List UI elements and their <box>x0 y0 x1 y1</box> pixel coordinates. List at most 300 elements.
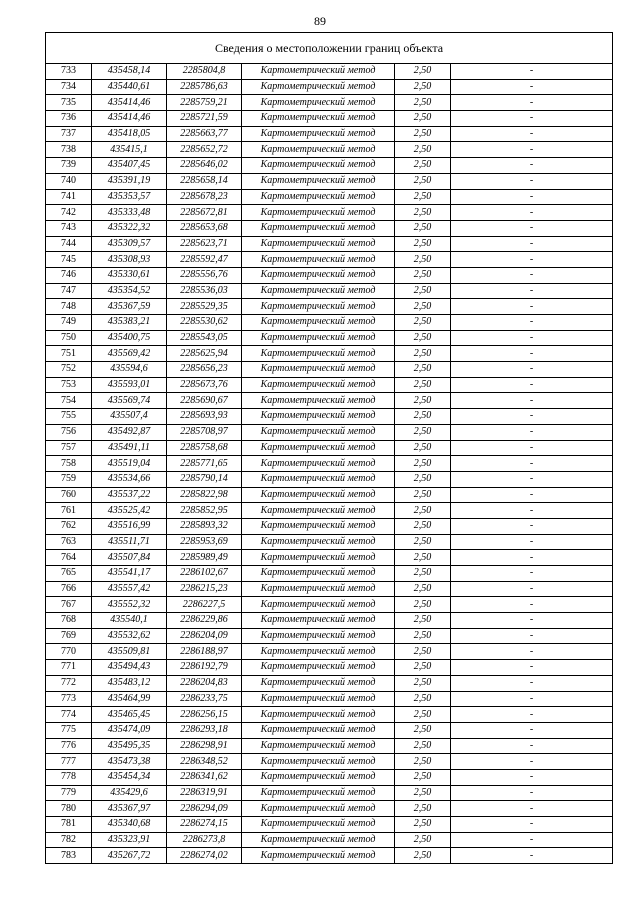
table-row <box>46 173 613 189</box>
cell-description: - <box>451 660 613 676</box>
cell-coord-y: 2285652,72 <box>167 142 242 158</box>
cell-description: - <box>451 848 613 864</box>
cell-method: Картометрический метод <box>242 315 395 331</box>
table-row <box>46 189 613 205</box>
cell-point-number: 752 <box>46 362 92 378</box>
table-row <box>46 769 613 785</box>
cell-method: Картометрический метод <box>242 817 395 833</box>
cell-point-number: 775 <box>46 722 92 738</box>
table-row <box>46 95 613 111</box>
cell-coord-x: 435322,32 <box>92 220 167 236</box>
cell-point-number: 769 <box>46 628 92 644</box>
cell-method: Картометрический метод <box>242 566 395 582</box>
cell-method: Картометрический метод <box>242 754 395 770</box>
cell-coord-y: 2285673,76 <box>167 377 242 393</box>
cell-description: - <box>451 581 613 597</box>
cell-method: Картометрический метод <box>242 832 395 848</box>
cell-coord-x: 435483,12 <box>92 675 167 691</box>
cell-coord-x: 435516,99 <box>92 518 167 534</box>
table-row <box>46 487 613 503</box>
table-row <box>46 518 613 534</box>
cell-accuracy: 2,50 <box>395 691 451 707</box>
table-row <box>46 393 613 409</box>
table-row <box>46 236 613 252</box>
cell-coord-x: 435440,61 <box>92 79 167 95</box>
cell-point-number: 767 <box>46 597 92 613</box>
cell-coord-y: 2285852,95 <box>167 503 242 519</box>
table-row <box>46 691 613 707</box>
cell-coord-y: 2285690,67 <box>167 393 242 409</box>
cell-accuracy: 2,50 <box>395 111 451 127</box>
cell-point-number: 782 <box>46 832 92 848</box>
cell-coord-x: 435333,48 <box>92 205 167 221</box>
cell-coord-y: 2285592,47 <box>167 252 242 268</box>
cell-description: - <box>451 424 613 440</box>
cell-method: Картометрический метод <box>242 644 395 660</box>
cell-coord-y: 2285653,68 <box>167 220 242 236</box>
cell-point-number: 741 <box>46 189 92 205</box>
cell-accuracy: 2,50 <box>395 518 451 534</box>
page-number: 89 <box>314 14 326 28</box>
table-row <box>46 738 613 754</box>
cell-point-number: 766 <box>46 581 92 597</box>
cell-accuracy: 2,50 <box>395 283 451 299</box>
cell-accuracy: 2,50 <box>395 79 451 95</box>
cell-point-number: 738 <box>46 142 92 158</box>
cell-description: - <box>451 377 613 393</box>
cell-description: - <box>451 393 613 409</box>
cell-accuracy: 2,50 <box>395 644 451 660</box>
cell-coord-y: 2286204,83 <box>167 675 242 691</box>
cell-method: Картометрический метод <box>242 205 395 221</box>
table-row <box>46 126 613 142</box>
cell-coord-y: 2286273,8 <box>167 832 242 848</box>
cell-accuracy: 2,50 <box>395 299 451 315</box>
cell-description: - <box>451 644 613 660</box>
cell-point-number: 742 <box>46 205 92 221</box>
cell-coord-y: 2286102,67 <box>167 566 242 582</box>
table-row <box>46 817 613 833</box>
cell-accuracy: 2,50 <box>395 330 451 346</box>
cell-description: - <box>451 362 613 378</box>
cell-description: - <box>451 64 613 80</box>
table-row <box>46 377 613 393</box>
cell-point-number: 751 <box>46 346 92 362</box>
cell-point-number: 761 <box>46 503 92 519</box>
cell-accuracy: 2,50 <box>395 487 451 503</box>
cell-method: Картометрический метод <box>242 393 395 409</box>
cell-method: Картометрический метод <box>242 346 395 362</box>
cell-description: - <box>451 79 613 95</box>
cell-accuracy: 2,50 <box>395 236 451 252</box>
cell-coord-x: 435414,46 <box>92 95 167 111</box>
cell-coord-x: 435541,17 <box>92 566 167 582</box>
cell-point-number: 747 <box>46 283 92 299</box>
cell-description: - <box>451 754 613 770</box>
cell-description: - <box>451 534 613 550</box>
cell-method: Картометрический метод <box>242 173 395 189</box>
table-row <box>46 707 613 723</box>
cell-point-number: 763 <box>46 534 92 550</box>
cell-method: Картометрический метод <box>242 785 395 801</box>
cell-method: Картометрический метод <box>242 581 395 597</box>
cell-point-number: 755 <box>46 409 92 425</box>
cell-method: Картометрический метод <box>242 660 395 676</box>
cell-accuracy: 2,50 <box>395 189 451 205</box>
cell-coord-y: 2285663,77 <box>167 126 242 142</box>
table-row <box>46 566 613 582</box>
cell-accuracy: 2,50 <box>395 252 451 268</box>
cell-coord-x: 435569,42 <box>92 346 167 362</box>
cell-coord-y: 2286298,91 <box>167 738 242 754</box>
cell-accuracy: 2,50 <box>395 205 451 221</box>
cell-point-number: 735 <box>46 95 92 111</box>
cell-method: Картометрический метод <box>242 440 395 456</box>
table-row <box>46 440 613 456</box>
cell-coord-x: 435593,01 <box>92 377 167 393</box>
cell-description: - <box>451 675 613 691</box>
cell-point-number: 750 <box>46 330 92 346</box>
cell-coord-x: 435594,6 <box>92 362 167 378</box>
cell-point-number: 774 <box>46 707 92 723</box>
cell-accuracy: 2,50 <box>395 456 451 472</box>
cell-coord-y: 2285759,21 <box>167 95 242 111</box>
cell-method: Картометрический метод <box>242 126 395 142</box>
cell-description: - <box>451 817 613 833</box>
cell-point-number: 783 <box>46 848 92 864</box>
cell-coord-x: 435492,87 <box>92 424 167 440</box>
cell-point-number: 737 <box>46 126 92 142</box>
table-row <box>46 362 613 378</box>
cell-method: Картометрический метод <box>242 691 395 707</box>
cell-method: Картометрический метод <box>242 95 395 111</box>
cell-description: - <box>451 220 613 236</box>
cell-point-number: 734 <box>46 79 92 95</box>
cell-method: Картометрический метод <box>242 550 395 566</box>
cell-description: - <box>451 832 613 848</box>
table-row <box>46 503 613 519</box>
cell-accuracy: 2,50 <box>395 738 451 754</box>
cell-method: Картометрический метод <box>242 424 395 440</box>
cell-coord-x: 435491,11 <box>92 440 167 456</box>
cell-accuracy: 2,50 <box>395 769 451 785</box>
cell-description: - <box>451 518 613 534</box>
cell-method: Картометрический метод <box>242 534 395 550</box>
cell-method: Картометрический метод <box>242 707 395 723</box>
table-row <box>46 205 613 221</box>
cell-accuracy: 2,50 <box>395 95 451 111</box>
cell-coord-x: 435494,43 <box>92 660 167 676</box>
cell-method: Картометрический метод <box>242 848 395 864</box>
cell-point-number: 754 <box>46 393 92 409</box>
cell-method: Картометрический метод <box>242 597 395 613</box>
table-row <box>46 581 613 597</box>
cell-coord-x: 435267,72 <box>92 848 167 864</box>
cell-coord-x: 435525,42 <box>92 503 167 519</box>
cell-accuracy: 2,50 <box>395 566 451 582</box>
cell-description: - <box>451 738 613 754</box>
cell-method: Картометрический метод <box>242 471 395 487</box>
cell-point-number: 748 <box>46 299 92 315</box>
cell-description: - <box>451 189 613 205</box>
cell-accuracy: 2,50 <box>395 362 451 378</box>
cell-accuracy: 2,50 <box>395 503 451 519</box>
cell-coord-y: 2285790,14 <box>167 471 242 487</box>
cell-description: - <box>451 471 613 487</box>
cell-coord-y: 2286256,15 <box>167 707 242 723</box>
cell-description: - <box>451 173 613 189</box>
cell-coord-x: 435391,19 <box>92 173 167 189</box>
cell-coord-y: 2285623,71 <box>167 236 242 252</box>
cell-method: Картометрический метод <box>242 283 395 299</box>
cell-coord-x: 435511,71 <box>92 534 167 550</box>
cell-coord-y: 2286319,91 <box>167 785 242 801</box>
cell-description: - <box>451 722 613 738</box>
cell-method: Картометрический метод <box>242 142 395 158</box>
cell-coord-y: 2286188,97 <box>167 644 242 660</box>
cell-description: - <box>451 691 613 707</box>
table-row <box>46 456 613 472</box>
cell-method: Картометрический метод <box>242 738 395 754</box>
table-row <box>46 471 613 487</box>
cell-coord-y: 2286233,75 <box>167 691 242 707</box>
cell-accuracy: 2,50 <box>395 424 451 440</box>
cell-accuracy: 2,50 <box>395 660 451 676</box>
cell-method: Картометрический метод <box>242 64 395 80</box>
cell-coord-x: 435330,61 <box>92 267 167 283</box>
table-title-row <box>46 33 613 64</box>
cell-accuracy: 2,50 <box>395 613 451 629</box>
coordinates-table <box>45 32 613 864</box>
cell-coord-y: 2286348,52 <box>167 754 242 770</box>
cell-coord-y: 2285786,63 <box>167 79 242 95</box>
cell-coord-x: 435474,09 <box>92 722 167 738</box>
cell-point-number: 781 <box>46 817 92 833</box>
cell-coord-x: 435367,59 <box>92 299 167 315</box>
cell-point-number: 768 <box>46 613 92 629</box>
cell-coord-x: 435557,42 <box>92 581 167 597</box>
cell-description: - <box>451 487 613 503</box>
cell-coord-x: 435309,57 <box>92 236 167 252</box>
cell-coord-y: 2285893,32 <box>167 518 242 534</box>
cell-accuracy: 2,50 <box>395 581 451 597</box>
cell-coord-x: 435323,91 <box>92 832 167 848</box>
table-row <box>46 722 613 738</box>
cell-description: - <box>451 158 613 174</box>
table-row <box>46 64 613 80</box>
cell-description: - <box>451 252 613 268</box>
cell-description: - <box>451 550 613 566</box>
cell-method: Картометрический метод <box>242 801 395 817</box>
cell-description: - <box>451 707 613 723</box>
cell-accuracy: 2,50 <box>395 675 451 691</box>
table-row <box>46 848 613 864</box>
cell-coord-y: 2285672,81 <box>167 205 242 221</box>
cell-coord-x: 435367,97 <box>92 801 167 817</box>
cell-method: Картометрический метод <box>242 628 395 644</box>
cell-point-number: 780 <box>46 801 92 817</box>
cell-coord-x: 435552,32 <box>92 597 167 613</box>
cell-coord-y: 2285721,59 <box>167 111 242 127</box>
cell-description: - <box>451 628 613 644</box>
table-row <box>46 79 613 95</box>
cell-coord-x: 435340,68 <box>92 817 167 833</box>
cell-coord-x: 435400,75 <box>92 330 167 346</box>
cell-method: Картометрический метод <box>242 613 395 629</box>
cell-coord-y: 2286229,86 <box>167 613 242 629</box>
cell-coord-y: 2285771,65 <box>167 456 242 472</box>
cell-coord-x: 435308,93 <box>92 252 167 268</box>
table-row <box>46 785 613 801</box>
cell-accuracy: 2,50 <box>395 832 451 848</box>
cell-description: - <box>451 801 613 817</box>
table-row <box>46 409 613 425</box>
cell-method: Картометрический метод <box>242 377 395 393</box>
cell-point-number: 772 <box>46 675 92 691</box>
cell-coord-y: 2286341,62 <box>167 769 242 785</box>
cell-accuracy: 2,50 <box>395 848 451 864</box>
cell-point-number: 756 <box>46 424 92 440</box>
cell-accuracy: 2,50 <box>395 173 451 189</box>
table-row <box>46 597 613 613</box>
cell-description: - <box>451 283 613 299</box>
cell-method: Картометрический метод <box>242 518 395 534</box>
cell-accuracy: 2,50 <box>395 785 451 801</box>
cell-coord-x: 435407,45 <box>92 158 167 174</box>
cell-accuracy: 2,50 <box>395 597 451 613</box>
cell-accuracy: 2,50 <box>395 550 451 566</box>
cell-coord-x: 435507,4 <box>92 409 167 425</box>
cell-point-number: 744 <box>46 236 92 252</box>
cell-coord-x: 435353,57 <box>92 189 167 205</box>
cell-method: Картометрический метод <box>242 252 395 268</box>
table-row <box>46 424 613 440</box>
cell-accuracy: 2,50 <box>395 220 451 236</box>
cell-accuracy: 2,50 <box>395 142 451 158</box>
cell-coord-y: 2286274,02 <box>167 848 242 864</box>
table-row <box>46 675 613 691</box>
table-row <box>46 534 613 550</box>
cell-description: - <box>451 236 613 252</box>
cell-description: - <box>451 299 613 315</box>
cell-method: Картометрический метод <box>242 299 395 315</box>
cell-coord-x: 435465,45 <box>92 707 167 723</box>
cell-point-number: 745 <box>46 252 92 268</box>
cell-coord-y: 2285656,23 <box>167 362 242 378</box>
cell-coord-x: 435464,99 <box>92 691 167 707</box>
cell-accuracy: 2,50 <box>395 801 451 817</box>
cell-description: - <box>451 613 613 629</box>
cell-accuracy: 2,50 <box>395 126 451 142</box>
cell-point-number: 765 <box>46 566 92 582</box>
cell-accuracy: 2,50 <box>395 722 451 738</box>
table-row <box>46 613 613 629</box>
cell-method: Картометрический метод <box>242 267 395 283</box>
cell-method: Картометрический метод <box>242 675 395 691</box>
cell-coord-x: 435534,66 <box>92 471 167 487</box>
cell-coord-y: 2285804,8 <box>167 64 242 80</box>
cell-coord-y: 2285625,94 <box>167 346 242 362</box>
cell-coord-x: 435473,38 <box>92 754 167 770</box>
cell-accuracy: 2,50 <box>395 315 451 331</box>
table-row <box>46 754 613 770</box>
cell-description: - <box>451 142 613 158</box>
table-row <box>46 252 613 268</box>
cell-coord-y: 2285536,03 <box>167 283 242 299</box>
cell-description: - <box>451 126 613 142</box>
cell-point-number: 760 <box>46 487 92 503</box>
cell-method: Картометрический метод <box>242 456 395 472</box>
cell-accuracy: 2,50 <box>395 471 451 487</box>
cell-coord-x: 435458,14 <box>92 64 167 80</box>
cell-description: - <box>451 566 613 582</box>
cell-coord-x: 435414,46 <box>92 111 167 127</box>
cell-point-number: 739 <box>46 158 92 174</box>
cell-method: Картометрический метод <box>242 236 395 252</box>
table-title: Сведения о местоположении границ объекта <box>46 33 613 64</box>
cell-accuracy: 2,50 <box>395 409 451 425</box>
cell-method: Картометрический метод <box>242 330 395 346</box>
cell-accuracy: 2,50 <box>395 267 451 283</box>
cell-point-number: 759 <box>46 471 92 487</box>
cell-coord-y: 2285989,49 <box>167 550 242 566</box>
cell-point-number: 762 <box>46 518 92 534</box>
cell-coord-y: 2286274,15 <box>167 817 242 833</box>
cell-accuracy: 2,50 <box>395 346 451 362</box>
cell-coord-y: 2285556,76 <box>167 267 242 283</box>
cell-accuracy: 2,50 <box>395 628 451 644</box>
cell-coord-x: 435383,21 <box>92 315 167 331</box>
cell-description: - <box>451 95 613 111</box>
cell-description: - <box>451 409 613 425</box>
cell-accuracy: 2,50 <box>395 393 451 409</box>
cell-coord-x: 435532,62 <box>92 628 167 644</box>
cell-description: - <box>451 769 613 785</box>
cell-description: - <box>451 440 613 456</box>
cell-point-number: 757 <box>46 440 92 456</box>
cell-point-number: 753 <box>46 377 92 393</box>
table-row <box>46 315 613 331</box>
cell-coord-y: 2285530,62 <box>167 315 242 331</box>
cell-coord-y: 2285543,05 <box>167 330 242 346</box>
cell-description: - <box>451 597 613 613</box>
cell-point-number: 777 <box>46 754 92 770</box>
table-row <box>46 220 613 236</box>
cell-method: Картометрический метод <box>242 722 395 738</box>
cell-point-number: 773 <box>46 691 92 707</box>
cell-coord-y: 2286294,09 <box>167 801 242 817</box>
cell-point-number: 779 <box>46 785 92 801</box>
cell-coord-y: 2286192,79 <box>167 660 242 676</box>
table-row <box>46 832 613 848</box>
cell-coord-y: 2285693,93 <box>167 409 242 425</box>
cell-description: - <box>451 111 613 127</box>
cell-accuracy: 2,50 <box>395 754 451 770</box>
cell-accuracy: 2,50 <box>395 440 451 456</box>
cell-point-number: 736 <box>46 111 92 127</box>
cell-method: Картометрический метод <box>242 111 395 127</box>
table-row <box>46 660 613 676</box>
cell-coord-y: 2285758,68 <box>167 440 242 456</box>
cell-coord-x: 435454,34 <box>92 769 167 785</box>
cell-accuracy: 2,50 <box>395 707 451 723</box>
cell-description: - <box>451 267 613 283</box>
cell-description: - <box>451 330 613 346</box>
cell-accuracy: 2,50 <box>395 64 451 80</box>
cell-coord-y: 2285678,23 <box>167 189 242 205</box>
cell-method: Картометрический метод <box>242 409 395 425</box>
cell-coord-y: 2285822,98 <box>167 487 242 503</box>
